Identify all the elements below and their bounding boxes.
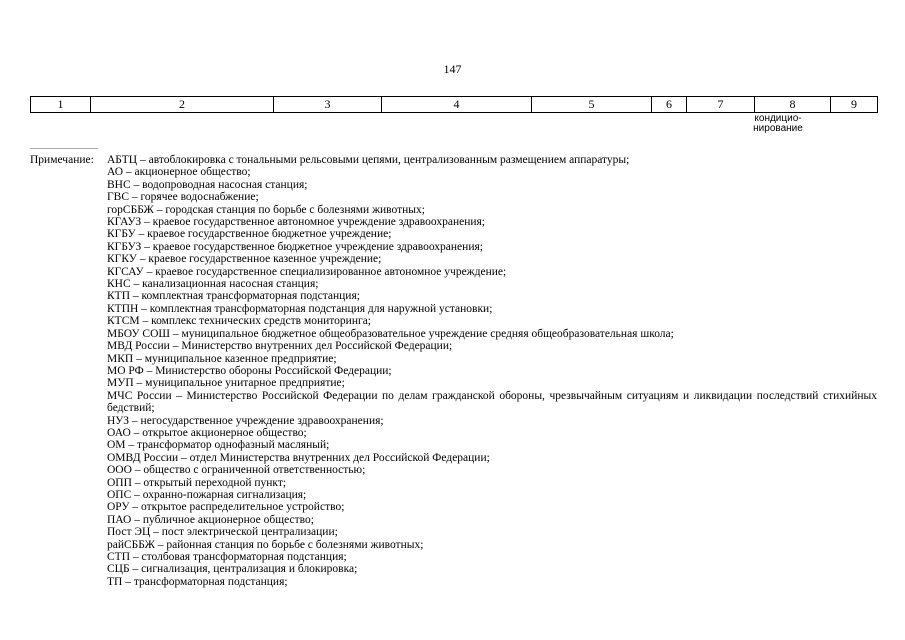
column-number-cell: 3 (274, 97, 382, 113)
list-item: горСББЖ – городская станция по борьбе с болезнями животных; (107, 203, 425, 216)
list-item: КГКУ – краевое государственное казенное учреждение; (107, 253, 382, 266)
column-number-header-table (30, 96, 878, 113)
list-item: КТСМ – комплекс технических средств мониторинга; (107, 315, 371, 328)
list-item: МУП – муниципальное унитарное предприятие; (107, 377, 345, 390)
list-item: ОМВД России – отдел Министерства внутренних дел Российской Федерации; (107, 451, 490, 464)
list-item: ПАО – публичное акционерное общество; (107, 513, 314, 526)
list-item: КГАУЗ – краевое государственное автономное учреждение здравоохранения; (107, 216, 486, 229)
list-item: ОМ – трансформатор однофазный масляный; (107, 439, 330, 452)
column-number-cell: 7 (687, 97, 755, 113)
footnote-separator (30, 148, 98, 149)
column-number-cell: 2 (91, 97, 274, 113)
list-item: ОРУ – открытое распределительное устройство; (107, 501, 345, 514)
list-item: МКП – муниципальное казенное предприятие; (107, 352, 337, 365)
list-item: райСББЖ – районная станция по борьбе с болезнями животных; (107, 538, 424, 551)
list-item: ТП – трансформаторная подстанция; (107, 575, 288, 588)
list-item: ООО – общество с ограниченной ответственностью; (107, 464, 366, 477)
list-item: ОАО – открытое акционерное общество; (107, 426, 307, 439)
column-8-continuation-text: кондицио- нирование (753, 113, 803, 134)
list-item: КГБУЗ – краевое государственное бюджетное учреждение здравоохранения; (107, 240, 483, 253)
list-item: КТП – комплектная трансформаторная подстанция; (107, 290, 360, 303)
list-item: ОПС – охранно-пожарная сигнализация; (107, 488, 307, 501)
list-item: МВД России – Министерство внутренних дел Российской Федерации; (107, 340, 453, 353)
list-item: НУЗ – негосударственное учреждение здравоохранения; (107, 414, 384, 427)
list-item: КНС – канализационная насосная станция; (107, 278, 319, 291)
list-item: КГБУ – краевое государственное бюджетное учреждение; (107, 228, 392, 241)
list-item: МО РФ – Министерство обороны Российской Федерации; (107, 364, 392, 377)
column-number-cell: 1 (31, 97, 91, 113)
page-number: 147 (443, 62, 462, 76)
list-item: Пост ЭЦ – пост электрической централизации; (107, 526, 338, 539)
column-number-cell: 4 (382, 97, 532, 113)
list-item: МЧС России – Министерство Российской Федерации по делам гражданской обороны, чрезвычайным ситуациям и ликвидации последствий стихийных бедствий; (107, 389, 877, 415)
list-item: АО – акционерное общество; (107, 166, 251, 179)
column-number-cell: 5 (532, 97, 652, 113)
note-label: Примечание: (30, 154, 94, 166)
table-row (31, 97, 878, 113)
list-item: ОПП – открытый переходной пункт; (107, 476, 287, 489)
column-number-cell: 6 (652, 97, 687, 113)
abbreviation-list (107, 154, 877, 588)
list-item: СТП – столбовая трансформаторная подстанция; (107, 551, 347, 563)
list-item: МБОУ СОШ – муниципальное бюджетное общеобразовательное учреждение средняя общеобразовательная школа; (107, 327, 674, 340)
list-item: ВНС – водопроводная насосная станция; (107, 178, 308, 191)
column-number-cell: 8 (755, 97, 831, 113)
list-item: СЦБ – сигнализация, централизация и блокировка; (107, 563, 358, 576)
column-number-cell: 9 (831, 97, 878, 113)
list-item: КТПН – комплектная трансформаторная подстанция для наружной установки; (107, 302, 493, 315)
list-item: КГСАУ – краевое государственное специализированное автономное учреждение; (107, 265, 507, 278)
list-item: АБТЦ – автоблокировка с тональными рельсовыми цепями, централизованным размещением аппаратуры; (107, 154, 630, 166)
list-item: ГВС – горячее водоснабжение; (107, 191, 259, 204)
